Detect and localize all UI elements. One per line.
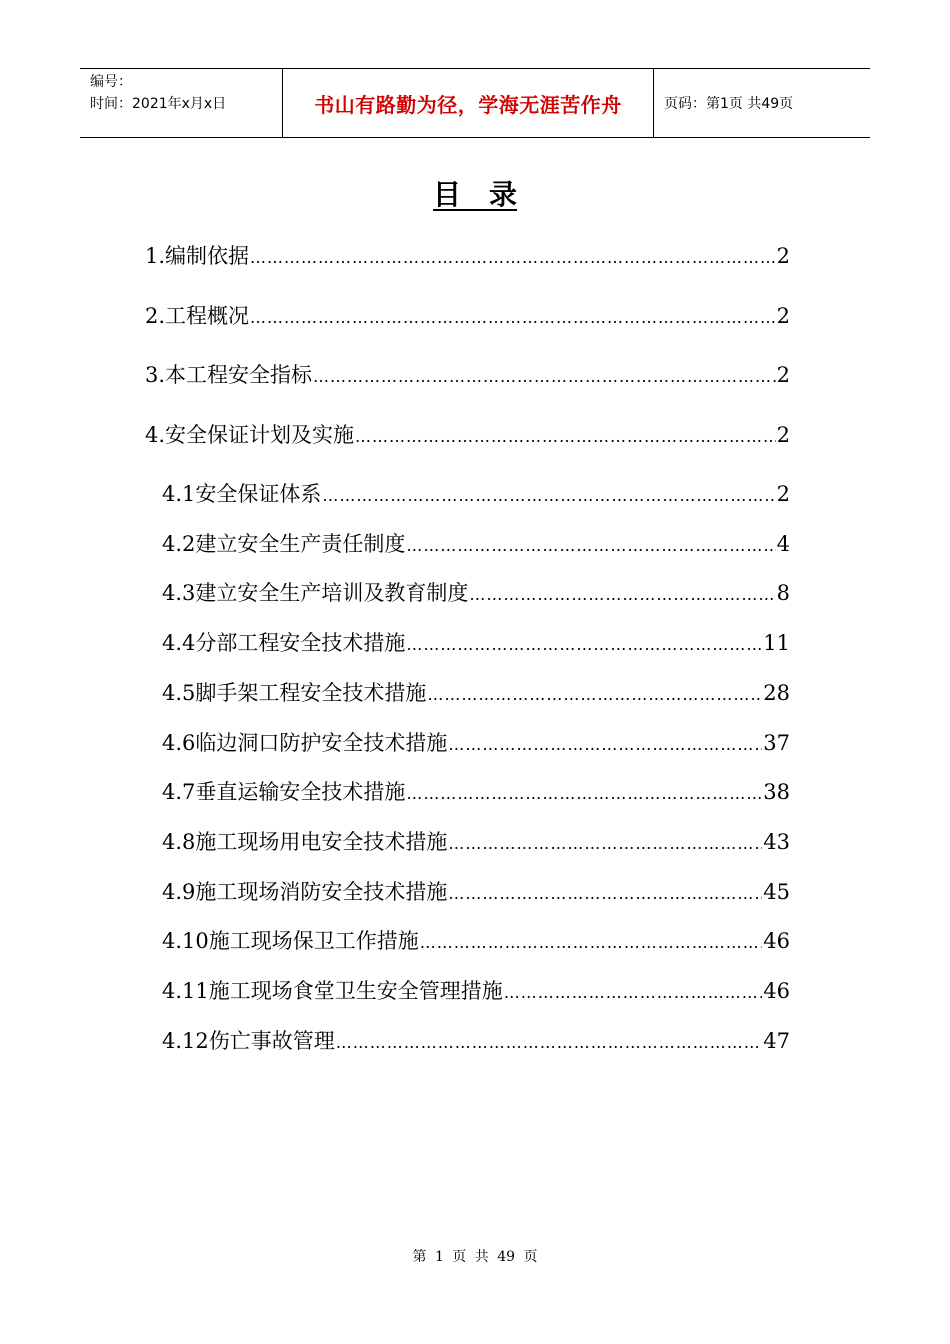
toc-dot-leader bbox=[420, 933, 763, 952]
header-page-info: 页码：第1页 共49页 bbox=[664, 96, 794, 112]
toc-entry-page-number: 2 bbox=[776, 244, 790, 268]
toc-entry[interactable] bbox=[162, 627, 790, 657]
toc-entry[interactable] bbox=[162, 826, 790, 856]
toc-entry-page-number: 46 bbox=[763, 929, 790, 954]
toc-entry-page-number: 2 bbox=[776, 482, 790, 506]
toc-entry-page-number: 2 bbox=[776, 363, 790, 387]
toc-dot-leader bbox=[406, 635, 762, 654]
toc-entry-page-number: 45 bbox=[763, 879, 790, 904]
toc-entry-title: 1.编制依据 bbox=[145, 244, 250, 268]
toc-entry[interactable] bbox=[145, 300, 790, 330]
toc-entry[interactable] bbox=[162, 975, 790, 1005]
toc-dot-leader bbox=[448, 834, 762, 853]
toc-entry-title: 2.工程概况 bbox=[145, 303, 250, 328]
toc-dot-leader bbox=[336, 1033, 763, 1052]
toc-dot-leader bbox=[406, 536, 775, 555]
toc-dot-leader bbox=[250, 308, 776, 327]
toc-entry-title: 4.3建立安全生产培训及教育制度 bbox=[162, 581, 469, 606]
toc-entry-title: 4.12伤亡事故管理 bbox=[162, 1028, 335, 1053]
toc-entry-title: 4.7垂直运输安全技术措施 bbox=[162, 780, 406, 805]
toc-dot-leader bbox=[504, 983, 763, 1002]
toc-entry-title: 4.9施工现场消防安全技术措施 bbox=[162, 879, 448, 904]
toc-entry[interactable] bbox=[145, 359, 790, 389]
toc-entry-page-number: 37 bbox=[763, 730, 790, 755]
toc-entry[interactable] bbox=[162, 776, 790, 806]
toc-entry[interactable] bbox=[162, 528, 790, 558]
document-time-label: 时间：2021年x月x日 bbox=[90, 96, 227, 112]
toc-entry[interactable] bbox=[145, 240, 790, 270]
toc-dot-leader bbox=[355, 427, 776, 446]
page-header bbox=[80, 68, 870, 138]
toc-title bbox=[0, 173, 950, 213]
toc-entry-page-number: 43 bbox=[763, 829, 790, 854]
toc-dot-leader bbox=[427, 685, 762, 704]
toc-entry[interactable] bbox=[162, 478, 790, 508]
toc-entry-title: 4.2建立安全生产责任制度 bbox=[162, 531, 406, 556]
toc-entry-page-number: 11 bbox=[763, 631, 790, 656]
toc-entry-title: 4.4分部工程安全技术措施 bbox=[162, 631, 406, 656]
toc-entry[interactable] bbox=[162, 925, 790, 955]
toc-dot-leader bbox=[322, 486, 775, 505]
toc-entry[interactable] bbox=[162, 577, 790, 607]
toc-entry-title: 4.10施工现场保卫工作措施 bbox=[162, 929, 419, 954]
toc-entry-title: 4.11施工现场食堂卫生安全管理措施 bbox=[162, 979, 503, 1003]
toc-entry-page-number: 28 bbox=[763, 680, 790, 705]
toc-title-text: 目 录 bbox=[432, 178, 517, 211]
toc-entry[interactable] bbox=[162, 1025, 790, 1055]
toc-entry-title: 3.本工程安全指标 bbox=[145, 363, 313, 387]
toc-entry[interactable] bbox=[162, 677, 790, 707]
toc-dot-leader bbox=[313, 367, 776, 386]
toc-entry-page-number: 46 bbox=[763, 979, 790, 1003]
toc-dot-leader bbox=[469, 585, 775, 604]
toc-entry-page-number: 8 bbox=[776, 581, 790, 606]
toc-entry-page-number: 47 bbox=[763, 1028, 790, 1053]
toc-entry[interactable] bbox=[145, 419, 790, 449]
toc-dot-leader bbox=[250, 248, 776, 267]
toc-dot-leader bbox=[448, 884, 762, 903]
toc-entry-page-number: 4 bbox=[776, 531, 790, 556]
page-footer: 第 1 页 共 49 页 bbox=[412, 1249, 538, 1265]
toc-dot-leader bbox=[406, 784, 762, 803]
toc-entry-title: 4.8施工现场用电安全技术措施 bbox=[162, 829, 448, 854]
toc-entry[interactable] bbox=[162, 727, 790, 757]
toc-entry-page-number: 38 bbox=[763, 780, 790, 805]
toc-entry-title: 4.5脚手架工程安全技术措施 bbox=[162, 680, 427, 705]
toc-dot-leader bbox=[448, 735, 762, 754]
toc-entry-title: 4.1安全保证体系 bbox=[162, 482, 322, 506]
toc-entry-title: 4.6临边洞口防护安全技术措施 bbox=[162, 730, 448, 755]
toc-entry-page-number: 2 bbox=[776, 422, 790, 447]
header-meta bbox=[80, 69, 282, 137]
toc-entry-page-number: 2 bbox=[776, 303, 790, 328]
document-number-label: 编号： bbox=[90, 74, 132, 90]
toc-entry[interactable] bbox=[162, 876, 790, 906]
header-motto: 书山有路勤为径，学海无涯苦作舟 bbox=[282, 69, 654, 137]
toc-entry-title: 4.安全保证计划及实施 bbox=[145, 422, 355, 447]
